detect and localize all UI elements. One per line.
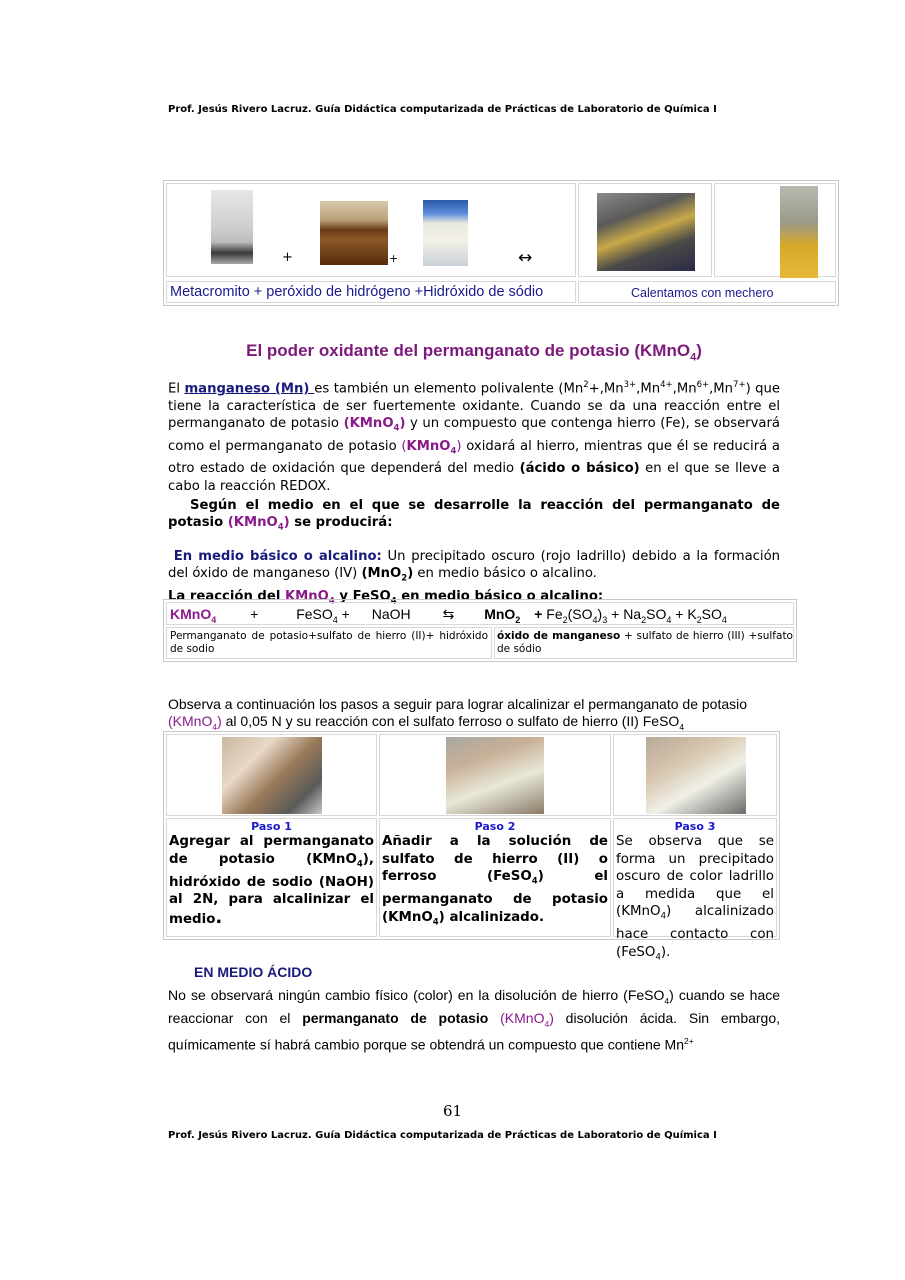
test-tube-rack-image (446, 737, 544, 814)
intro-paragraph: El manganeso (Mn) es también un elemento polivalente $(Mn^2+,Mn^{3+},Mn^{4+},Mn^{6+},Mn^{7+})$ que tiene la característica de ser fuertemente oxidante. Cuando se da una reacción entre el permanganato de potasio (KMnO$_4$) y un compuesto que contenga hierro (Fe), se observará como el permanganato de potasio (KMnO$_4$) oxidará al hierro, mientras que él se reducirá a otro estado de oxidación que dependerá del medio (ácido o básico) en el que se lleve a cabo la reacción REDOX. (168, 380, 780, 494)
reagents-caption: Metacromito + peróxido de hidrógeno +Hidróxido de sódio (170, 284, 544, 300)
observe-paragraph: Observa a continuación los pasos a seguir para lograr alcalinizar el permanganato de potasio (KMnO$_4$) al 0,05 N y su reacción con el sulfato ferroso o sulfato de hierro (II) FeSO$_4$ (168, 696, 748, 732)
orange-solution-image-cell (714, 183, 836, 277)
reaction-arrow: ⇆ (442, 606, 455, 622)
test-tube-orange-solution-image (780, 186, 818, 278)
step3-text: Se observa que se forma un precipitado oscuro de color ladrillo a medida que el (KMnO$_4$) alcalinizado hace contacto con (FeSO$_4$). (616, 834, 774, 963)
caption-left-cell (166, 281, 576, 303)
step3-cell (613, 818, 777, 963)
reaction-equation-row (166, 602, 794, 625)
page-footer: Prof. Jesús Rivero Lacruz. Guía Didáctica computarizada de Prácticas de Laboratorio de Química I (168, 1130, 717, 1141)
reaction-table (163, 599, 797, 662)
reagents-image-table (163, 180, 839, 306)
acid-medium-paragraph: No se observará ningún cambio físico (color) en la disolución de hierro (FeSO$_4$) cuando se hace reaccionar con el permanganato de potasio (KMnO$_4$) disolución ácida. Sin embargo, químicamente sí habrá cambio porque se obtendrá un compuesto que contiene $Mn^{2+}$ (168, 987, 781, 1053)
manganese-link[interactable]: manganeso (Mn) (184, 381, 315, 397)
plus-sign: + (389, 252, 399, 265)
burner-image-cell (578, 183, 712, 277)
test-tube-dark-precipitate-image (211, 190, 253, 264)
step3-image-cell (613, 734, 777, 816)
burner-caption: Calentamos con mechero (631, 286, 774, 300)
reaction-equation: KMnO$_4$ + FeSO$_4$ + NaOH ⇆ $MnO_2 + Fe_2(SO_4)_3 + Na_2SO_4 + K_2SO_4$ (170, 606, 727, 625)
reagents-images-cell (166, 183, 576, 277)
section-title: El poder oxidante del permanganato de potasio (KMnO$_4$) (246, 341, 702, 364)
step3-label: Paso 3 (674, 820, 716, 833)
step2-cell (379, 818, 611, 937)
page-number: 61 (442, 1102, 463, 1120)
step1-text: Agregar al permanganato de potasio (KMnO$_4$), hidróxido de sodio (NaOH) al 2N, para alcalinizar el medio. (169, 834, 374, 928)
hands-adding-reagent-image (222, 737, 322, 814)
page-header: Prof. Jesús Rivero Lacruz. Guía Didáctica computarizada de Prácticas de Laboratorio de Química I (168, 104, 717, 115)
equilibrium-arrow: ↔ (518, 248, 533, 268)
step1-cell (166, 818, 377, 937)
step2-image-cell (379, 734, 611, 816)
medium-intro: Según el medio en el que se desarrolle la reacción del permanganato de potasio (KMnO$_4$) se producirá: (168, 498, 780, 533)
step1-label: Paso 1 (251, 820, 292, 833)
step2-label: Paso 2 (474, 820, 516, 833)
products-description-cell: óxido de manganeso + sulfato de hierro (III) +sulfato de sódio (494, 627, 794, 659)
white-dropper-bottle-image (423, 200, 468, 266)
basic-medium-paragraph: En medio básico o alcalino: Un precipitado oscuro (rojo ladrillo) debido a la formación del óxido de manganeso (IV) (MnO$_2$) en medio básico o alcalino. La reacción del KMnO$_4$ y FeSO$_4$ en medio básico o alcalino: (168, 549, 780, 607)
caption-right-cell (578, 281, 836, 303)
step2-text: Añadir a la solución de sulfato de hierro (II) o ferroso (FeSO$_4$) el permanganato de potasio (KMnO$_4$) alcalinizado. (382, 834, 608, 928)
step1-image-cell (166, 734, 377, 816)
plus-sign: + (282, 250, 293, 265)
reactants-description-cell: Permanganato de potasio+sulfato de hierro (II)+ hidróxido de sodio (166, 627, 492, 659)
burner-heating-setup-image (597, 193, 695, 271)
precipitate-tube-image (646, 737, 746, 814)
acid-medium-heading: EN MEDIO ÁCIDO (194, 964, 313, 980)
steps-table (163, 731, 780, 963)
brown-reagent-bottle-image (320, 201, 388, 265)
